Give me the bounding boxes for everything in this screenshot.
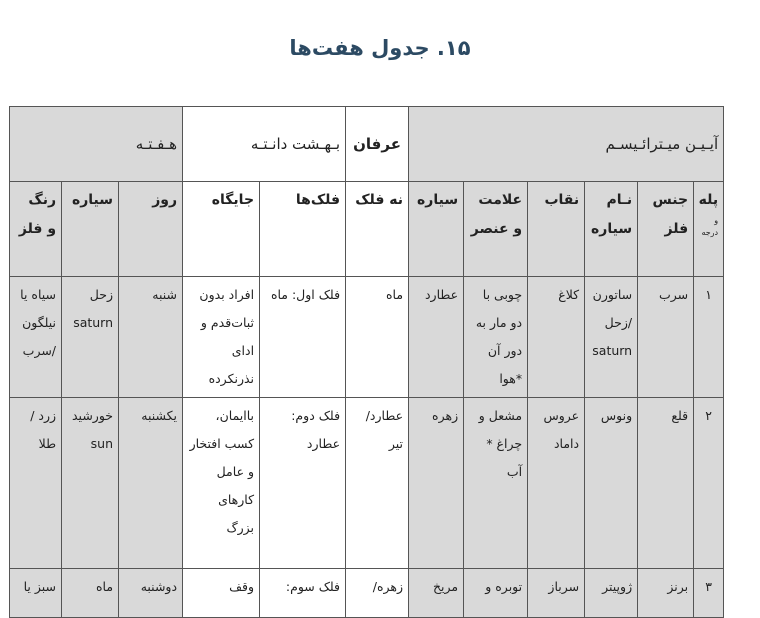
col-header-nam: نـام سیاره — [585, 182, 638, 277]
group-header-row — [10, 107, 724, 182]
cell-falak: فلک دوم: عطارد — [260, 398, 346, 569]
cell-rang: زرد /طلا — [10, 398, 62, 569]
cell-jens: برنز — [638, 569, 694, 618]
group-header-dante-paradise: بـهـشت دانـتـه — [183, 107, 346, 182]
cell-nam: ساتورن /زحل saturn — [585, 277, 638, 398]
cell-sayyare: عطارد — [409, 277, 464, 398]
cell-rang: سبز یا — [10, 569, 62, 618]
cell-jens: سرب — [638, 277, 694, 398]
cell-jaygah: وقف — [183, 569, 260, 618]
cell-falak: فلک سوم: — [260, 569, 346, 618]
col-header-jaygah: جایگاه — [183, 182, 260, 277]
cell-sayyare: زهره — [409, 398, 464, 569]
cell-nohfalak: عطارد/ تیر — [346, 398, 409, 569]
cell-nohfalak: زهره/ — [346, 569, 409, 618]
table-row — [10, 277, 724, 398]
cell-sayyare: مریخ — [409, 569, 464, 618]
col-header-nohfalak: نه فلک — [346, 182, 409, 277]
sevens-table — [9, 106, 724, 618]
cell-pelle: ۱ — [694, 277, 724, 398]
cell-ruz: دوشنبه — [119, 569, 183, 618]
col-header-pelle: پله و درجه — [694, 182, 724, 277]
column-header-row — [10, 182, 724, 277]
col-header-falakha: فلک‌ها — [260, 182, 346, 277]
group-header-week: هـفـتـه — [10, 107, 183, 182]
group-header-mithraism: آیـیـن میـترائـیسـم — [409, 107, 724, 182]
table-row — [10, 398, 724, 569]
cell-nam: ژوپیتر — [585, 569, 638, 618]
cell-neqab: سرباز — [528, 569, 585, 618]
cell-jens: قلع — [638, 398, 694, 569]
cell-alamat: توبره و — [464, 569, 528, 618]
cell-falak: فلک اول: ماه — [260, 277, 346, 398]
col-header-rang: رنگ و فلز — [10, 182, 62, 277]
col-header-sayyare: سیاره — [409, 182, 464, 277]
col-header-neqab: نقاب — [528, 182, 585, 277]
cell-alamat: چوبی با دو مار به دور آن *هوا — [464, 277, 528, 398]
cell-nam: ونوس — [585, 398, 638, 569]
page-title: ۱۵. جدول هفت‌ها — [289, 36, 471, 60]
cell-ruz: یکشنبه — [119, 398, 183, 569]
table-row — [10, 569, 724, 618]
cell-jaygah: افراد بدون ثبات‌قدم و ادای نذرنکرده — [183, 277, 260, 398]
cell-nohfalak: ماه — [346, 277, 409, 398]
cell-pelle: ۲ — [694, 398, 724, 569]
cell-rang: سیاه یا نیلگون /سرب — [10, 277, 62, 398]
cell-pelle: ۳ — [694, 569, 724, 618]
cell-neqab: کلاغ — [528, 277, 585, 398]
cell-sayyare-week: خورشید sun — [62, 398, 119, 569]
group-header-erfan: عرفان — [346, 107, 409, 182]
cell-alamat: مشعل و چراغ * آب — [464, 398, 528, 569]
cell-jaygah: باایمان، کسب افتخار و عامل کارهای بزرگ — [183, 398, 260, 569]
cell-sayyare-week: زحل saturn — [62, 277, 119, 398]
cell-neqab: عروس داماد — [528, 398, 585, 569]
col-header-sayyare-week: سیاره — [62, 182, 119, 277]
cell-ruz: شنبه — [119, 277, 183, 398]
cell-sayyare-week: ماه — [62, 569, 119, 618]
col-header-ruz: روز — [119, 182, 183, 277]
col-header-alamat: علامت و عنصر — [464, 182, 528, 277]
col-header-jens: جنس فلز — [638, 182, 694, 277]
